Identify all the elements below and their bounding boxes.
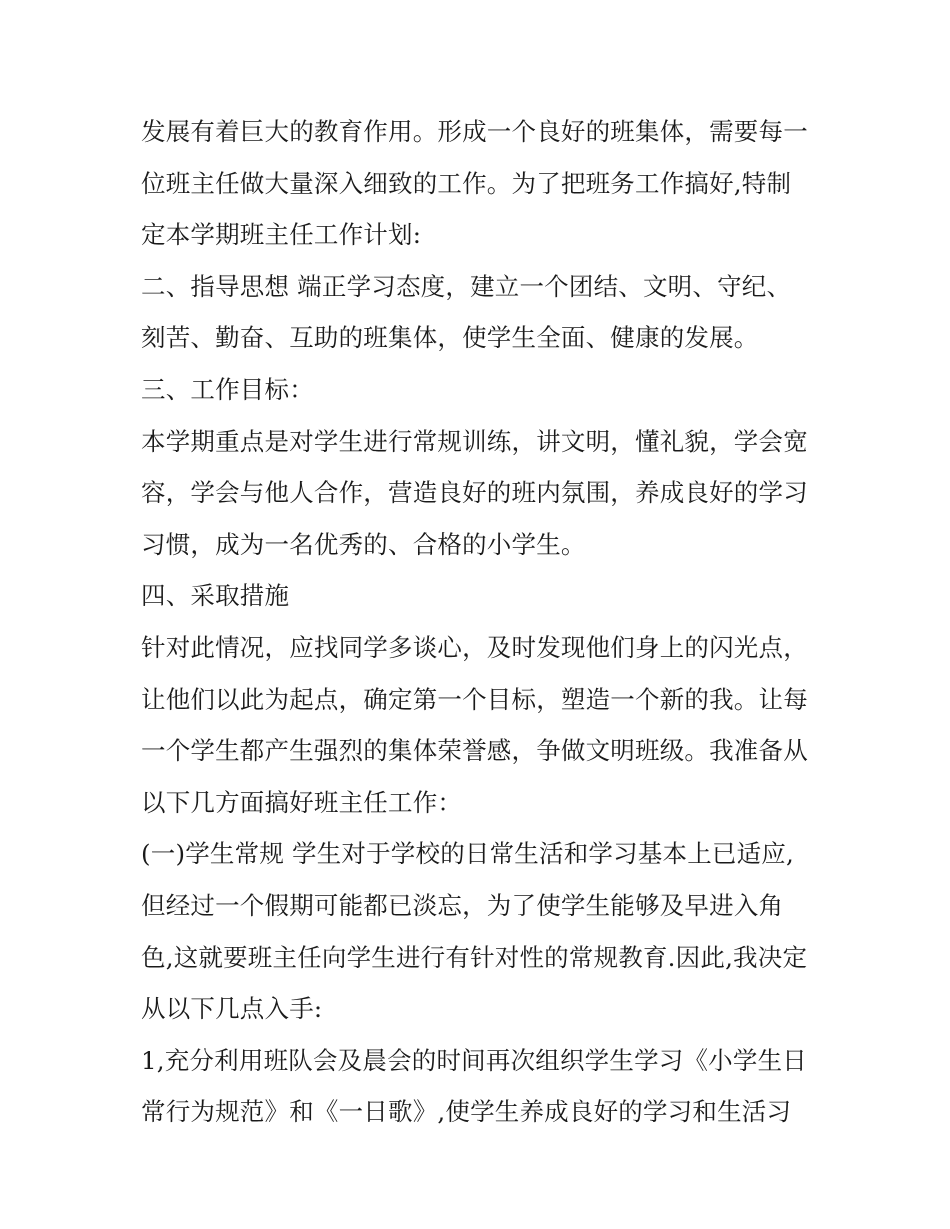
text-line: 定本学期班主任工作计划:	[141, 220, 422, 250]
section-heading-guiding-thought: 二、指导思想 端正学习态度，建立一个团结、文明、守纪、	[141, 271, 792, 301]
section-heading-measures: 四、采取措施	[141, 581, 290, 611]
text-line: 发展有着巨大的教育作用。形成一个良好的班集体，需要每一	[141, 117, 808, 146]
text-line: 本学期重点是对学生进行常规训练，讲文明，懂礼貌，学会宽	[141, 426, 808, 456]
text-line: 位班主任做大量深入细致的工作。为了把班务工作搞好,特制	[141, 168, 792, 198]
text-line: 刻苦、勤奋、互助的班集体，使学生全面、健康的发展。	[141, 323, 759, 353]
text-line: 一个学生都产生强烈的集体荣誉感，争做文明班级。我准备从	[141, 736, 808, 766]
text-line: 色,这就要班主任向学生进行有针对性的常规教育.因此,我决定	[141, 942, 808, 972]
text-line: 习惯，成为一名优秀的、合格的小学生。	[141, 529, 586, 559]
text-line: 常行为规范》和《一日歌》,使学生养成良好的学习和生活习	[141, 1097, 792, 1127]
text-line: 从以下几点入手:	[141, 994, 323, 1024]
text-line: 针对此情况，应找同学多谈心，及时发现他们身上的闪光点，	[141, 632, 808, 662]
text-line: 让他们以此为起点，确定第一个目标，塑造一个新的我。让每	[141, 684, 808, 714]
subsection-heading-student-routine: (一)学生常规 学生对于学校的日常生活和学习基本上已适应,	[141, 839, 794, 869]
body-text	[141, 106, 821, 1138]
text-line: 以下几方面搞好班主任工作：	[141, 787, 463, 817]
text-line: 但经过一个假期可能都已淡忘，为了使学生能够及早进入角	[141, 890, 784, 920]
list-item-1: 1,充分利用班队会及晨会的时间再次组织学生学习《小学生日	[141, 1045, 807, 1075]
text-line: 容，学会与他人合作，营造良好的班内氛围，养成良好的学习	[141, 478, 808, 508]
section-heading-work-goals: 三、工作目标：	[141, 374, 314, 404]
